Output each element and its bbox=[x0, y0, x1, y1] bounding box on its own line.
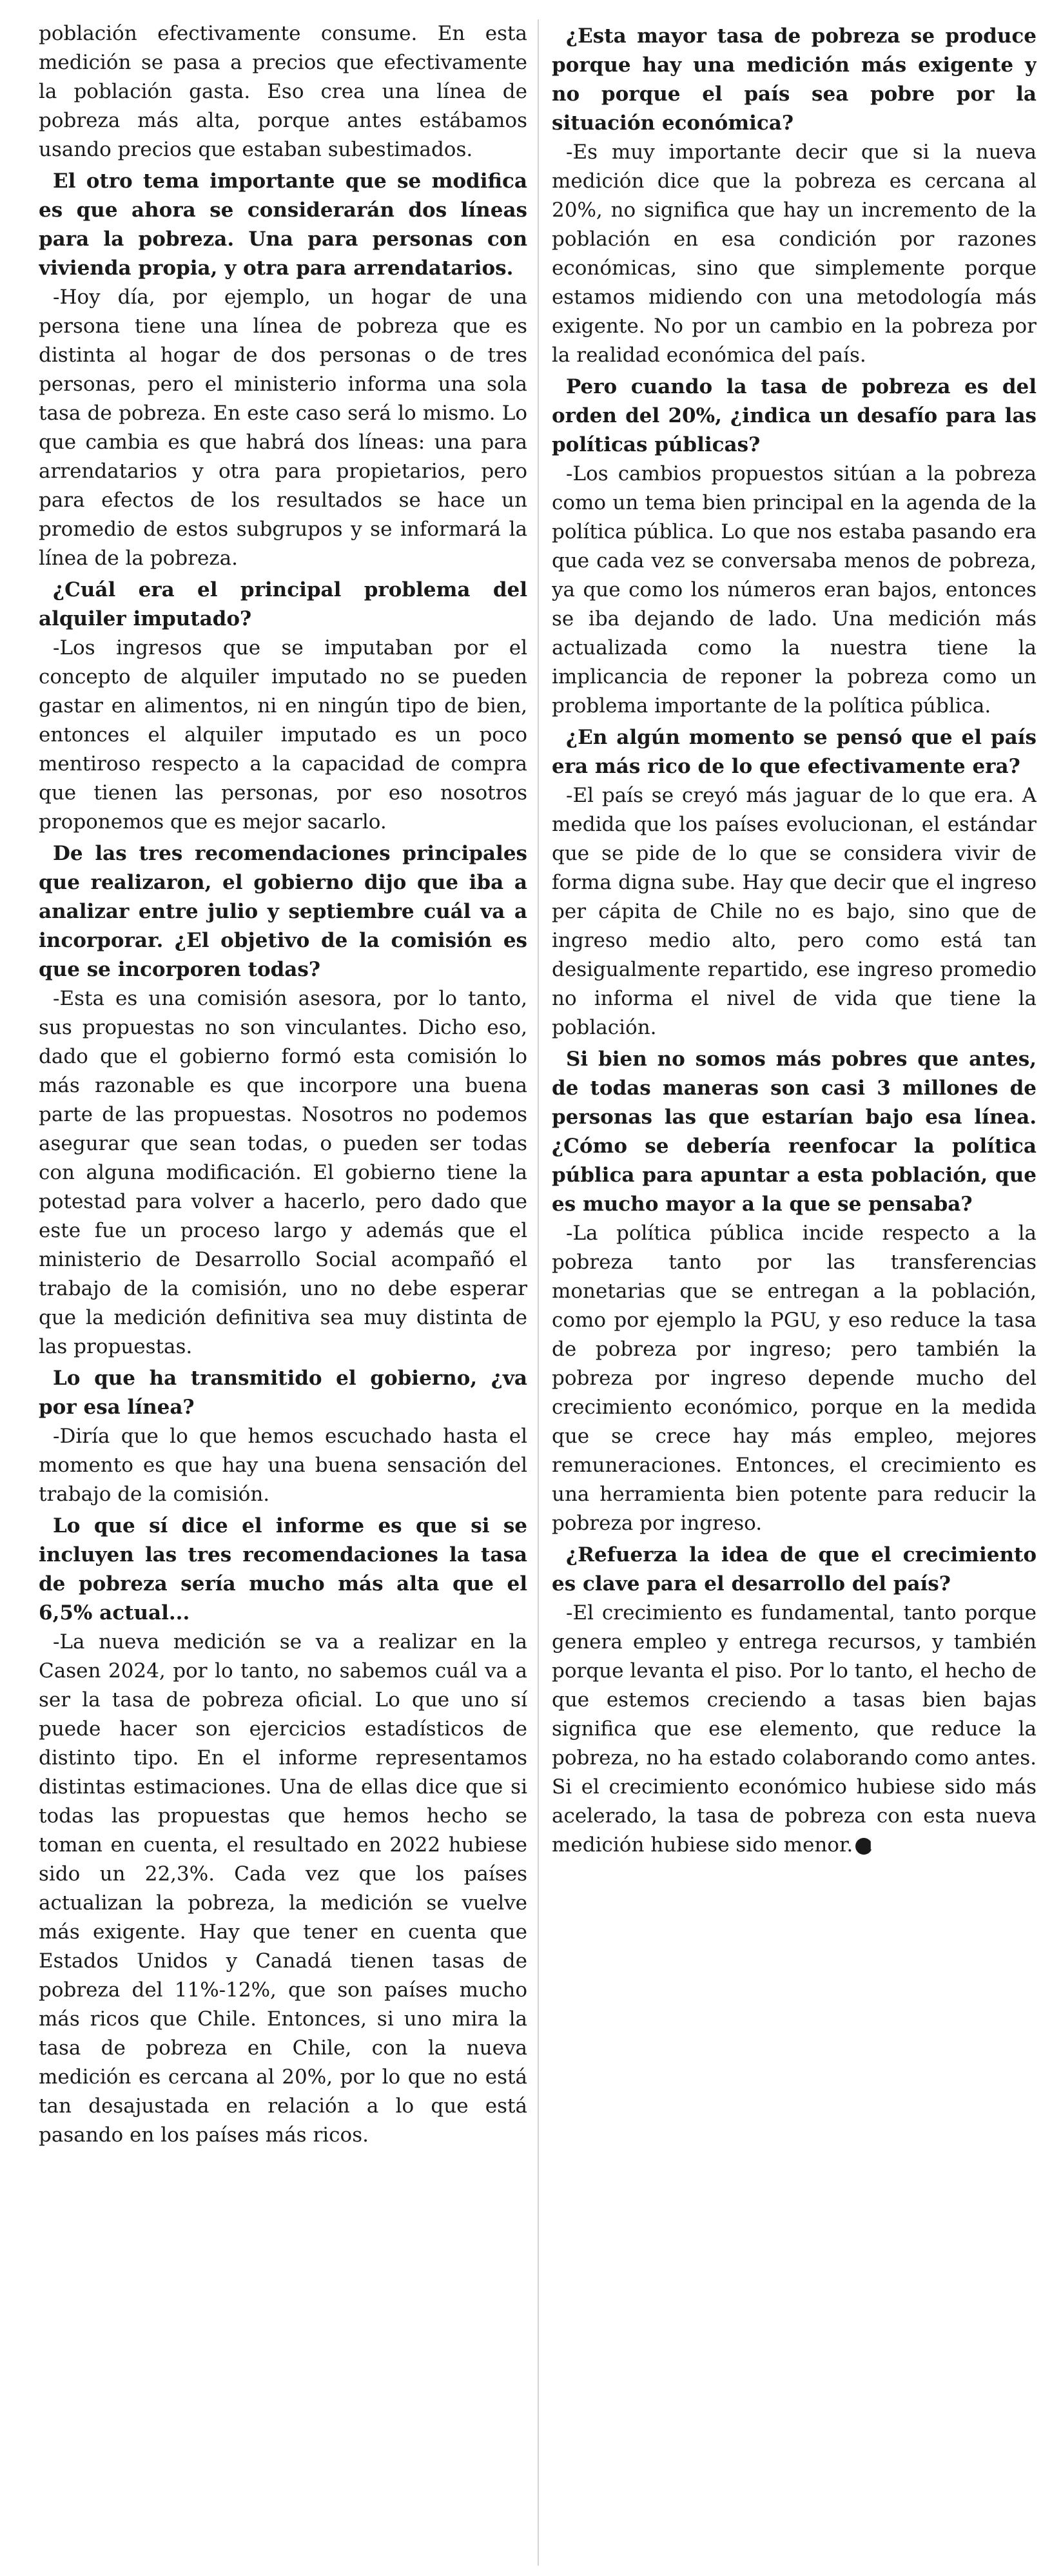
final-answer-text: -El crecimiento es fundamental, tanto porque genera empleo y entrega recursos, y también porque levanta el piso. Por lo tanto, el hecho de que estemos creciendo a tasas bien bajas significa que ese elemento, que reduce la pobreza, no ha estado colaborando como antes. Si el crecimiento económico hubiese sido más acelerado, la tasa de pobreza con esta nueva medición hubiese sido menor. bbox=[552, 1601, 1037, 1857]
question-paragraph: Pero cuando la tasa de pobreza es del orden del 20%, ¿indica un desafío para las políticas públicas? bbox=[552, 375, 1037, 456]
question-paragraph: Si bien no somos más pobres que antes, de todas maneras son casi 3 millones de personas las que estarían bajo esa línea. ¿Cómo se debería reenfocar la política pública para apuntar a esta población, que es mucho mayor a la que se pensaba? bbox=[552, 1048, 1037, 1216]
question-paragraph: El otro tema importante que se modifica es que ahora se considerarán dos líneas para la pobreza. Una para personas con vivienda propia, y otra para arrendatarios. bbox=[39, 170, 527, 280]
answer-paragraph: -La nueva medición se va a realizar en la Casen 2024, por lo tanto, no sabemos cuál va a ser la tasa de pobreza oficial. Lo que uno sí puede hacer son ejercicios estadísticos de distinto tipo. En el informe representamos distintas estimaciones. Una de ellas dice que si todas las propuestas que hemos hecho se toman en cuenta, el resultado en 2022 hubiese sido un 22,3%. Cada vez que los países actualizan la pobreza, la medición se vuelve más exigente. Hay que tener en cuenta que Estados Unidos y Canadá tienen tasas de pobreza del 11%-12%, que son países mucho más ricos que Chile. Entonces, si uno mira la tasa de pobreza en Chile, con la nueva medición es cercana al 20%, por lo que no está tan desajustada en relación a lo que está pasando en los países más ricos. bbox=[39, 1630, 527, 2147]
question-paragraph: Lo que ha transmitido el gobierno, ¿va por esa línea? bbox=[39, 1367, 527, 1419]
answer-paragraph: -Esta es una comisión asesora, por lo tanto, sus propuestas no son vinculantes. Dicho eso, dado que el gobierno formó esta comisión lo más razonable es que incorpore una buena parte de las propuestas. Nosotros no podemos asegurar que sean todas, o pueden ser todas con alguna modificación. El gobierno tiene la potestad para volver a hacerlo, pero dado que este fue un proceso largo y además que el ministerio de Desarrollo Social acompañó el trabajo de la comisión, uno no debe esperar que la medición definitiva sea muy distinta de las propuestas. bbox=[39, 987, 527, 1358]
answer-paragraph: población efectivamente consume. En esta medición se pasa a precios que efectivamente la población gasta. Eso crea una línea de pobreza más alta, porque antes estábamos usando precios que estaban subestimados. bbox=[39, 22, 527, 161]
question-paragraph: ¿En algún momento se pensó que el país era más rico de lo que efectivamente era? bbox=[552, 726, 1037, 778]
question-paragraph: ¿Refuerza la idea de que el crecimiento es clave para el desarrollo del país? bbox=[552, 1543, 1037, 1595]
question-paragraph: ¿Esta mayor tasa de pobreza se produce porque hay una medición más exigente y no porque el país sea pobre por la situación económica? bbox=[552, 24, 1037, 135]
question-paragraph: Lo que sí dice el informe es que si se incluyen las tres recomendaciones la tasa de pobreza sería mucho más alta que el 6,5% actual... bbox=[39, 1514, 527, 1625]
answer-paragraph: -El país se creyó más jaguar de lo que era. A medida que los países evolucionan, el estándar que se pide de lo que se considera vivir de forma digna sube. Hay que decir que el ingreso per cápita de Chile no es bajo, sino que de ingreso medio alto, pero como está tan desigualmente repartido, ese ingreso promedio no informa el nivel de vida que tiene la población. bbox=[552, 784, 1037, 1039]
column-divider bbox=[538, 19, 539, 2566]
answer-paragraph: -Los ingresos que se imputaban por el concepto de alquiler imputado no se pueden gastar en alimentos, ni en ningún tipo de bien, entonces el alquiler imputado es un poco mentiroso respecto a la capacidad de compra que tienen las personas, por eso nosotros proponemos que es mejor sacarlo. bbox=[39, 636, 527, 834]
column-right bbox=[552, 19, 1037, 2563]
column-left bbox=[39, 19, 527, 2563]
final-answer-paragraph bbox=[552, 1599, 1037, 1860]
answer-paragraph: -Los cambios propuestos sitúan a la pobreza como un tema bien principal en la agenda de la política pública. Lo que nos estaba pasando era que cada vez se conversaba menos de pobreza, ya que como los números eran bajos, entonces se iba dejando de lado. Una medición más actualizada como la nuestra tiene la implicancia de reponer la pobreza como un problema importante de la política pública. bbox=[552, 462, 1037, 717]
answer-paragraph: -Hoy día, por ejemplo, un hogar de una persona tiene una línea de pobreza que es distinta al hogar de dos personas o de tres personas, pero el ministerio informa una sola tasa de pobreza. En este caso será lo mismo. Lo que cambia es que habrá dos líneas: una para arrendatarios y otra para propietarios, pero para efectos de los resultados se hace un promedio de estos subgrupos y se informará la línea de la pobreza. bbox=[39, 286, 527, 570]
question-paragraph: De las tres recomendaciones principales que realizaron, el gobierno dijo que iba a analizar entre julio y septiembre cuál va a incorporar. ¿El objetivo de la comisión es que se incorporen todas? bbox=[39, 842, 527, 981]
answer-paragraph: -Diría que lo que hemos escuchado hasta el momento es que hay una buena sensación del trabajo de la comisión. bbox=[39, 1425, 527, 1506]
question-paragraph: ¿Cuál era el principal problema del alquiler imputado? bbox=[39, 578, 527, 630]
answer-paragraph: -Es muy importante decir que si la nueva medición dice que la pobreza es cercana al 20%, no significa que hay un incremento de la población en esa condición por razones económicas, sino que simplemente porque estamos midiendo con una metodología más exigente. No por un cambio en la pobreza por la realidad económica del país. bbox=[552, 141, 1037, 367]
answer-paragraph: -La política pública incide respecto a la pobreza tanto por las transferencias monetarias que se entregan a la población, como por ejemplo la PGU, y eso reduce la tasa de pobreza por ingreso; pero también la pobreza por ingreso depende mucho del crecimiento económico, porque en la medida que se crece hay más empleo, mejores remuneraciones. Entonces, el crecimiento es una herramienta bien potente para reducir la pobreza por ingreso. bbox=[552, 1222, 1037, 1535]
article-end-icon: P bbox=[855, 1838, 872, 1855]
